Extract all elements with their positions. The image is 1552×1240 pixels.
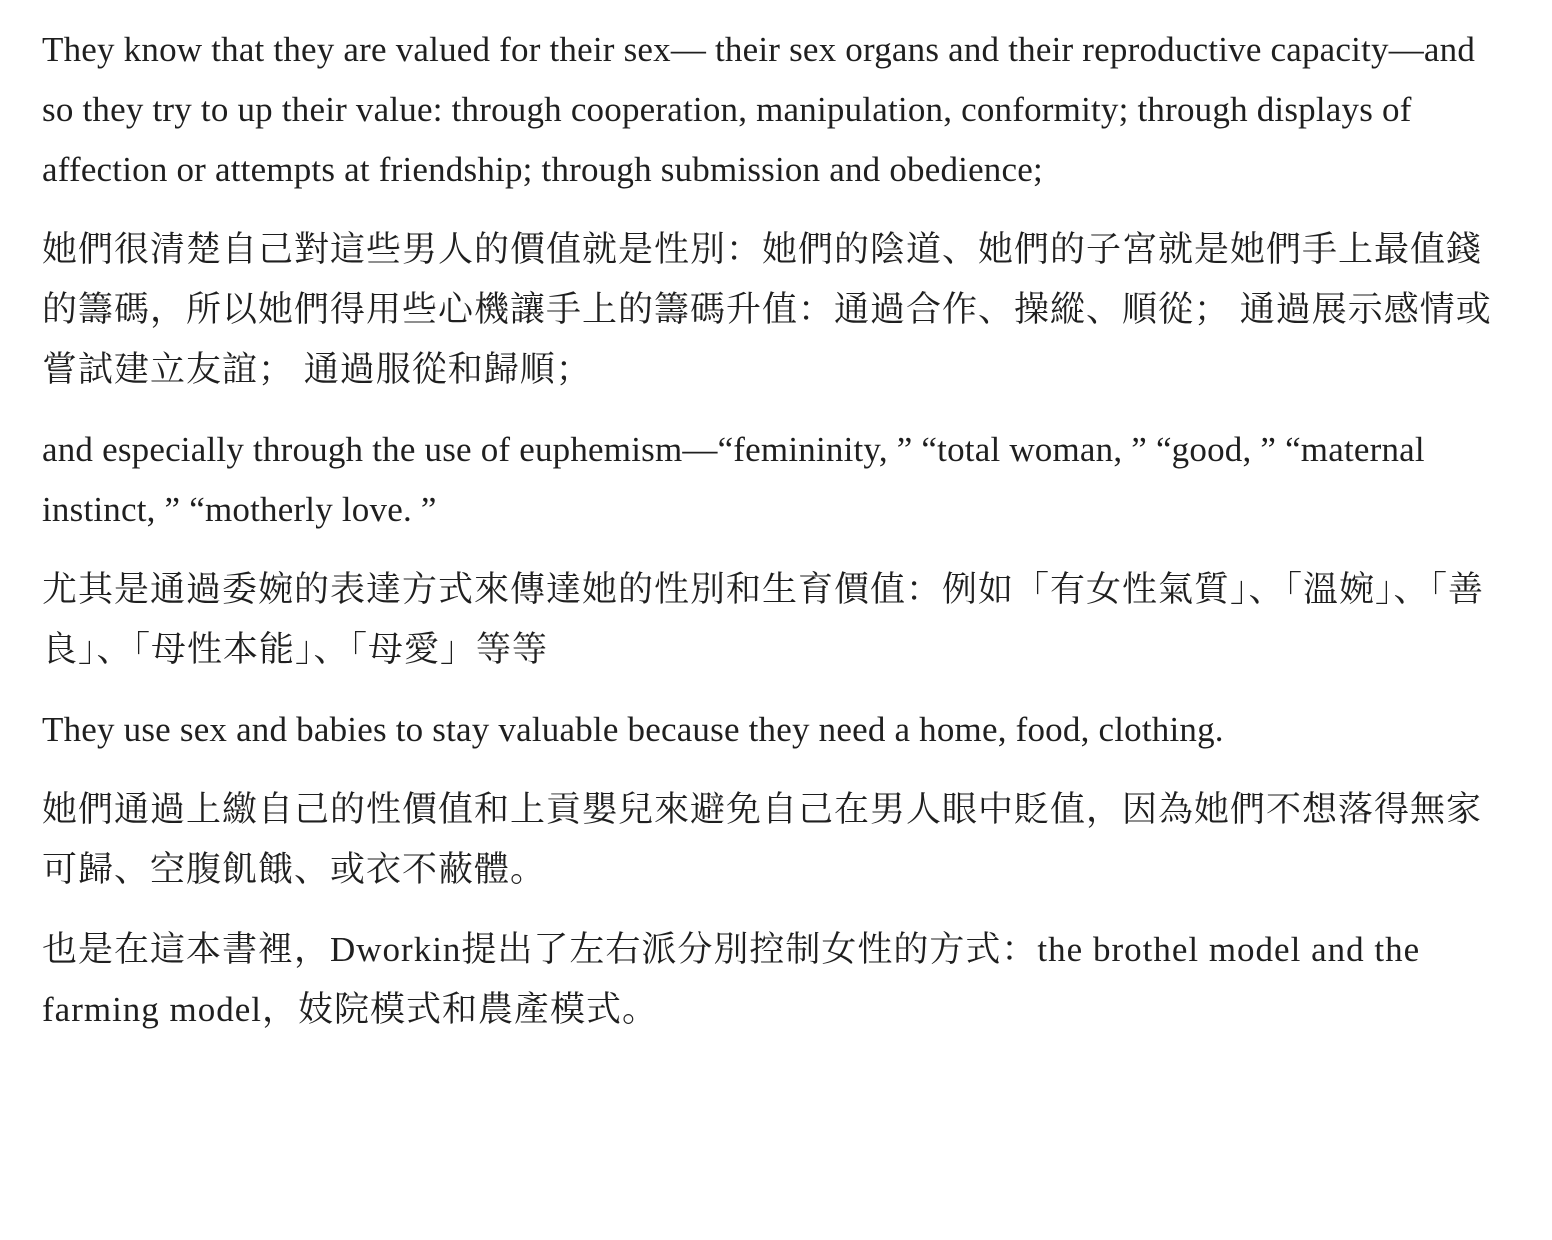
paragraph-english-1: They know that they are valued for their sex— their sex organs and their reproductive capacity—and so they try to up their value: through cooperation, manipulation, conformity; through displays of affection or attempts at friendship; through submission and obedience; xyxy=(42,30,1476,189)
paragraph-chinese-1: 她們很清楚自己對這些男人的價值就是性別：她們的陰道、她們的子宮就是她們手上最值錢的籌碼，所以她們得用些心機讓手上的籌碼升值：通過合作、操縱、順從； 通過展示感情或嘗試建立友誼； 通過服從和歸順； xyxy=(42,230,1492,389)
article-body xyxy=(42,20,1504,1060)
paragraph-english-2: and especially through the use of euphemism—“femininity, ” “total woman, ” “good, ” “maternal instinct, ” “motherly love. ” xyxy=(42,430,1425,529)
paragraph-chinese-2: 尤其是通過委婉的表達方式來傳達她的性別和生育價值：例如「有女性氣質」、「溫婉」、「善良」、「母性本能」、「母愛」等等 xyxy=(42,570,1485,669)
paragraph-english-3: They use sex and babies to stay valuable because they need a home, food, clothing. xyxy=(42,710,1224,749)
paragraph-chinese-3: 她們通過上繳自己的性價值和上貢嬰兒來避免自己在男人眼中貶值，因為她們不想落得無家可歸、空腹飢餓、或衣不蔽體。 xyxy=(42,790,1483,889)
paragraph-mixed-dworkin-models: 也是在這本書裡，Dworkin提出了左右派分別控制女性的方式：the brothel model and the farming model，妓院模式和農產模式。 xyxy=(42,930,1421,1029)
